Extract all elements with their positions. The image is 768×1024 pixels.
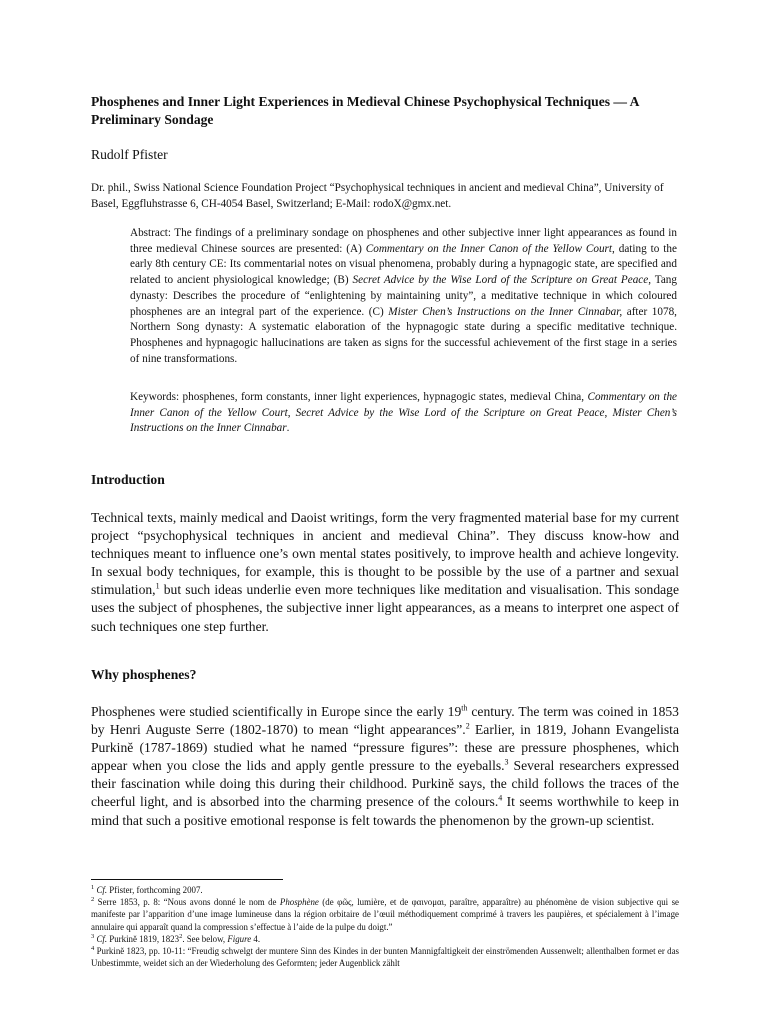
footnote-ref[interactable]: 2 [465,721,470,731]
footnote-divider [91,879,283,880]
footnote-text: Serre 1853, p. 8: “Nous avons donné le nom de [94,897,280,908]
footnote-text: Phosphène [279,897,319,908]
footnote-text: (de φῶς, lumière, et de φαινομαι, paraître, apparaître) au phénomène de vision subjective qui se manifeste par l’apparition d’une image lumineuse dans la région orbitaire de l’œuil méthodiquement comprimé à travers les paupières, et spécialement à l’image annulaire qui apparaît quand la compression s’effectue à l’aide de la pulpe du doigt.” [91,897,679,932]
footnote-text: Pfister, forthcoming 2007. [107,885,203,895]
section-heading-why-phosphenes: Why phosphenes? [91,667,197,682]
footnote-text: 4. [251,933,261,944]
keyword-title: Mister Chen’s Instructions on the Inner Cinnabar [130,406,678,435]
source-title-c: Mister Chen’s Instructions on the Inner Cinnabar, [388,305,623,318]
paper-title: Phosphenes and Inner Light Experiences in Medieval Chinese Psychophysical Techniques — A Preliminary Sondage [91,94,639,127]
footnote-2 [91,896,679,933]
keywords-text: , [604,406,613,419]
section-heading-introduction: Introduction [91,472,165,487]
footnote-number: 1 [91,884,95,892]
abstract-text: after 1078, Northern Song dynasty: A systematic elaboration of the hypnagogic state during a specific meditative technique. Phosphenes and hypnagogic hallucinations are taken as signs for the successful achievement of the first stage in a series of nine transformations. [130,305,677,365]
abstract-text: Abstract: The findings of a preliminary sondage on phosphenes and other subjective inner light appearances as found in three medieval Chinese sources are presented: (A) [130,227,677,255]
footnote-text: Cf. [96,885,108,895]
keyword-title: Commentary on the Inner Canon of the Yellow Court [130,391,677,419]
footnote-ref[interactable]: 1 [155,581,160,591]
author-name: Rudolf Pfister [91,147,168,162]
keywords-text: . [286,422,290,435]
abstract [130,226,677,367]
abstract-text: , dating to the early 8th century CE: Its commentarial notes on visual phenomena, probably during a hypnagogic state, are specified and related to ancient physiological knowledge; (B) [130,242,677,287]
keyword-title: Secret Advice by the Wise Lord of the Scripture on Great Peace [295,406,605,419]
ordinal-superscript: th [461,703,468,713]
footnote-text: Purkinĕ 1819, 1823 [107,933,180,944]
footnote-number: 3 [91,932,95,940]
keywords-text: Keywords: phosphenes, form constants, inner light experiences, hypnagogic states, medieval China, [130,391,588,403]
footnote-ref[interactable]: 3 [504,757,509,767]
edition-superscript: 2 [179,932,183,940]
footnote-number: 4 [91,945,95,953]
keywords [130,390,677,437]
body-text: Earlier, in 1819, Johann Evangelista Purkinĕ (1787-1869) studied what he named “pressure figures”: these are pressure phosphenes, which appear when you close the lids and apply gentle pressure to the eyeballs. [91,722,679,774]
body-text: Technical texts, mainly medical and Daoist writings, form the very fragmented material base for my current project “psychophysical techniques in ancient and medieval China”. They discuss know-how and techniques meant to influence one’s own mental states positively, to improve health and achieve longevity. In sexual body techniques, for example, this is thought to be possible by the use of a partner and sexual stimulation, [91,510,679,598]
footnote-text: . See below, [182,933,228,944]
footnotes [91,884,679,969]
keywords-text: , [287,406,296,419]
footnote-ref[interactable]: 4 [498,793,503,803]
footnote-text: Purkinĕ 1823, pp. 10-11: “Freudig schwelgt der muntere Sinn des Kindes in der bunten Mannigfaltigkeit der einströmenden Aussenwelt; allenthalben formet er das Unbestimmte, weidet sich an der Wiederholung des Geformten; jeder Augenblick zählt [91,946,679,969]
body-text: Phosphenes were studied scientifically in Europe since the early 19 [91,704,462,719]
body-text: century. The term was coined in 1853 by Henri Auguste Serre (1802-1870) to mean “light appearances”. [91,704,679,738]
footnote-number: 2 [91,896,95,904]
author-affiliation: Dr. phil., Swiss National Science Foundation Project “Psychophysical techniques in ancient and medieval China”, University of Basel, Eggfluhstrasse 6, CH-4054 Basel, Switzerland; E-Mail: rodoX@gmx.net. [91,182,664,210]
footnote-text: Figure [227,933,252,944]
body-text: It seems worthwhile to keep in mind that such a positive emotional response is felt towards the phenomenon by the grown-up scientist. [91,794,680,828]
abstract-text: , Tang dynasty: Describes the procedure of “enlightening by maintaining unity”, a meditative technique in which coloured phosphenes are an integral part of the experience. (C) [130,274,677,318]
introduction-paragraph [91,509,679,636]
phosphenes-paragraph [91,703,679,830]
source-title-a: Commentary on the Inner Canon of the Yellow Court [365,242,612,255]
footnote-4 [91,945,679,969]
body-text: Several researchers expressed their fascination while doing this during their childhood. Purkinĕ says, the child follows the traces of the cheerful light, and is absorbed into the charming presence of the colours. [91,758,679,810]
footnote-text: Cf. [96,933,108,944]
footnote-3 [91,933,679,945]
footnote-1 [91,884,679,896]
body-text: but such ideas underlie even more techniques like meditation and visualisation. This sondage uses the subject of phosphenes, the subjective inner light appearances, as a means to interpret one aspect of such techniques one step further. [91,582,679,634]
source-title-b: Secret Advice by the Wise Lord of the Scripture on Great Peace [352,274,649,287]
